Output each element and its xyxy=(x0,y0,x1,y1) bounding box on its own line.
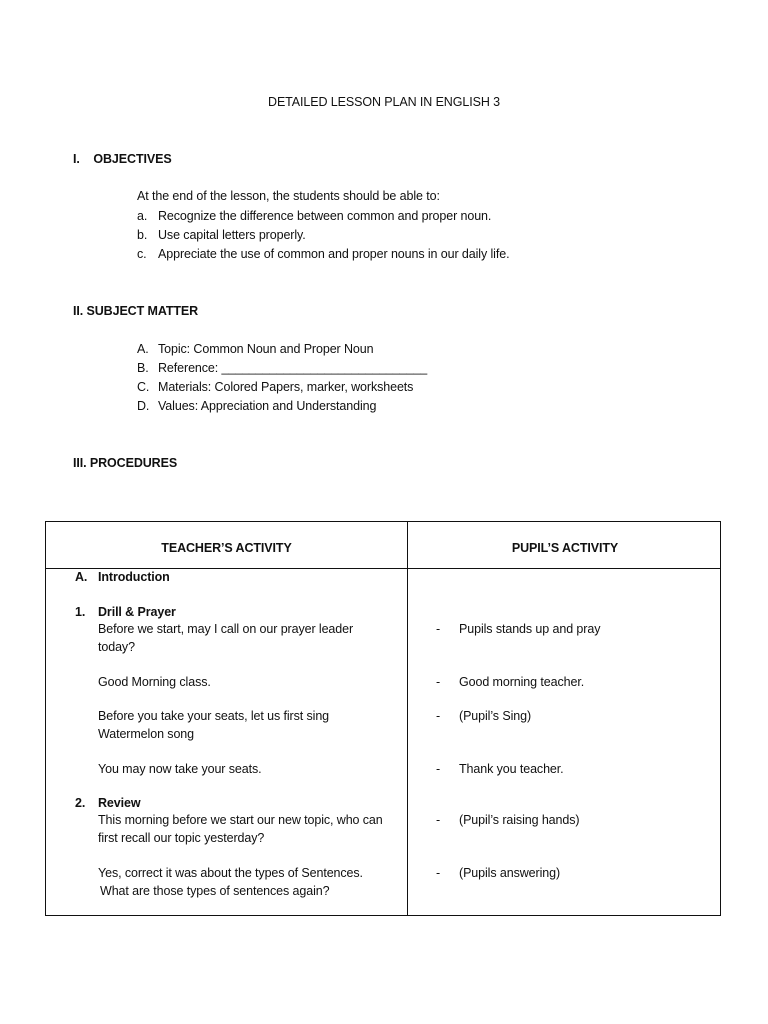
objective-text: Appreciate the use of common and proper nouns in our daily life. xyxy=(158,247,510,261)
teacher-line: Watermelon song xyxy=(98,727,194,741)
teacher-line: This morning before we start our new topic, who can xyxy=(98,813,383,827)
procedures-table xyxy=(45,521,721,916)
subject-matter-numeral: II. xyxy=(73,304,84,318)
subject-matter-marker: D. xyxy=(137,399,150,413)
pupil-dash: - xyxy=(436,675,441,689)
teacher-activity-header: TEACHER’S ACTIVITY xyxy=(161,541,292,555)
teacher-line: Before we start, may I call on our prayer leader xyxy=(98,622,354,636)
objective-item xyxy=(137,246,509,265)
objective-item xyxy=(137,227,509,246)
objective-text: Use capital letters properly. xyxy=(158,228,306,242)
teacher-line: Before you take your seats, let us first sing xyxy=(98,709,330,723)
subject-matter-item xyxy=(137,341,427,360)
pupil-activity-header: PUPIL’S ACTIVITY xyxy=(511,541,619,555)
pupil-response: (Pupils answering) xyxy=(459,866,561,880)
pupil-response: Pupils stands up and pray xyxy=(459,622,601,636)
pupil-dash: - xyxy=(436,866,441,880)
subject-matter-heading xyxy=(73,304,198,318)
pupil-response: Thank you teacher. xyxy=(459,762,564,776)
subject-matter-marker: B. xyxy=(137,361,149,375)
pupil-dash: - xyxy=(436,762,441,776)
teacher-line: You may now take your seats. xyxy=(98,762,262,776)
subject-matter-text: Values: Appreciation and Understanding xyxy=(158,399,377,413)
pupil-response: (Pupil’s Sing) xyxy=(459,709,532,723)
subject-matter-text: Materials: Colored Papers, marker, worksheets xyxy=(158,380,414,394)
subject-matter-item xyxy=(137,360,427,379)
teacher-line: first recall our topic yesterday? xyxy=(98,831,265,845)
objectives-intro: At the end of the lesson, the students should be able to: xyxy=(137,189,440,203)
subject-matter-heading-text: SUBJECT MATTER xyxy=(86,304,199,318)
teacher-line: Good Morning class. xyxy=(98,675,211,689)
drill-marker: 1. xyxy=(75,605,86,619)
objective-marker: b. xyxy=(137,228,148,242)
objectives-numeral: I. xyxy=(73,152,80,166)
pupil-response: Good morning teacher. xyxy=(459,675,585,689)
subject-matter-item xyxy=(137,398,427,417)
teacher-line: What are those types of sentences again? xyxy=(100,884,330,898)
subject-matter-text: Topic: Common Noun and Proper Noun xyxy=(158,342,374,356)
subject-matter-marker: A. xyxy=(137,342,149,356)
pupil-dash: - xyxy=(436,622,441,636)
drill-title: Drill & Prayer xyxy=(98,605,176,619)
objective-text: Recognize the difference between common and proper noun. xyxy=(158,209,492,223)
review-title: Review xyxy=(98,796,141,810)
objective-marker: a. xyxy=(137,209,148,223)
document-title: DETAILED LESSON PLAN IN ENGLISH 3 xyxy=(268,95,500,109)
section-a-marker: A. xyxy=(75,570,88,584)
teacher-line: today? xyxy=(98,640,135,654)
subject-matter-marker: C. xyxy=(137,380,150,394)
subject-matter-item xyxy=(137,379,427,398)
objectives-list xyxy=(137,208,509,265)
review-marker: 2. xyxy=(75,796,86,810)
pupil-dash: - xyxy=(436,709,441,723)
subject-matter-text: Reference: ______________________________ xyxy=(158,361,428,375)
objective-item xyxy=(137,208,509,227)
table-column-divider xyxy=(407,522,408,915)
teacher-line: Yes, correct it was about the types of Sentences. xyxy=(98,866,363,880)
section-a-title: Introduction xyxy=(98,570,170,584)
procedures-heading: III. PROCEDURES xyxy=(73,456,178,470)
pupil-response: (Pupil’s raising hands) xyxy=(459,813,580,827)
objective-marker: c. xyxy=(137,247,147,261)
pupil-dash: - xyxy=(436,813,441,827)
objectives-heading xyxy=(73,152,172,166)
objectives-heading-text: OBJECTIVES xyxy=(93,152,172,166)
subject-matter-list xyxy=(137,341,427,417)
